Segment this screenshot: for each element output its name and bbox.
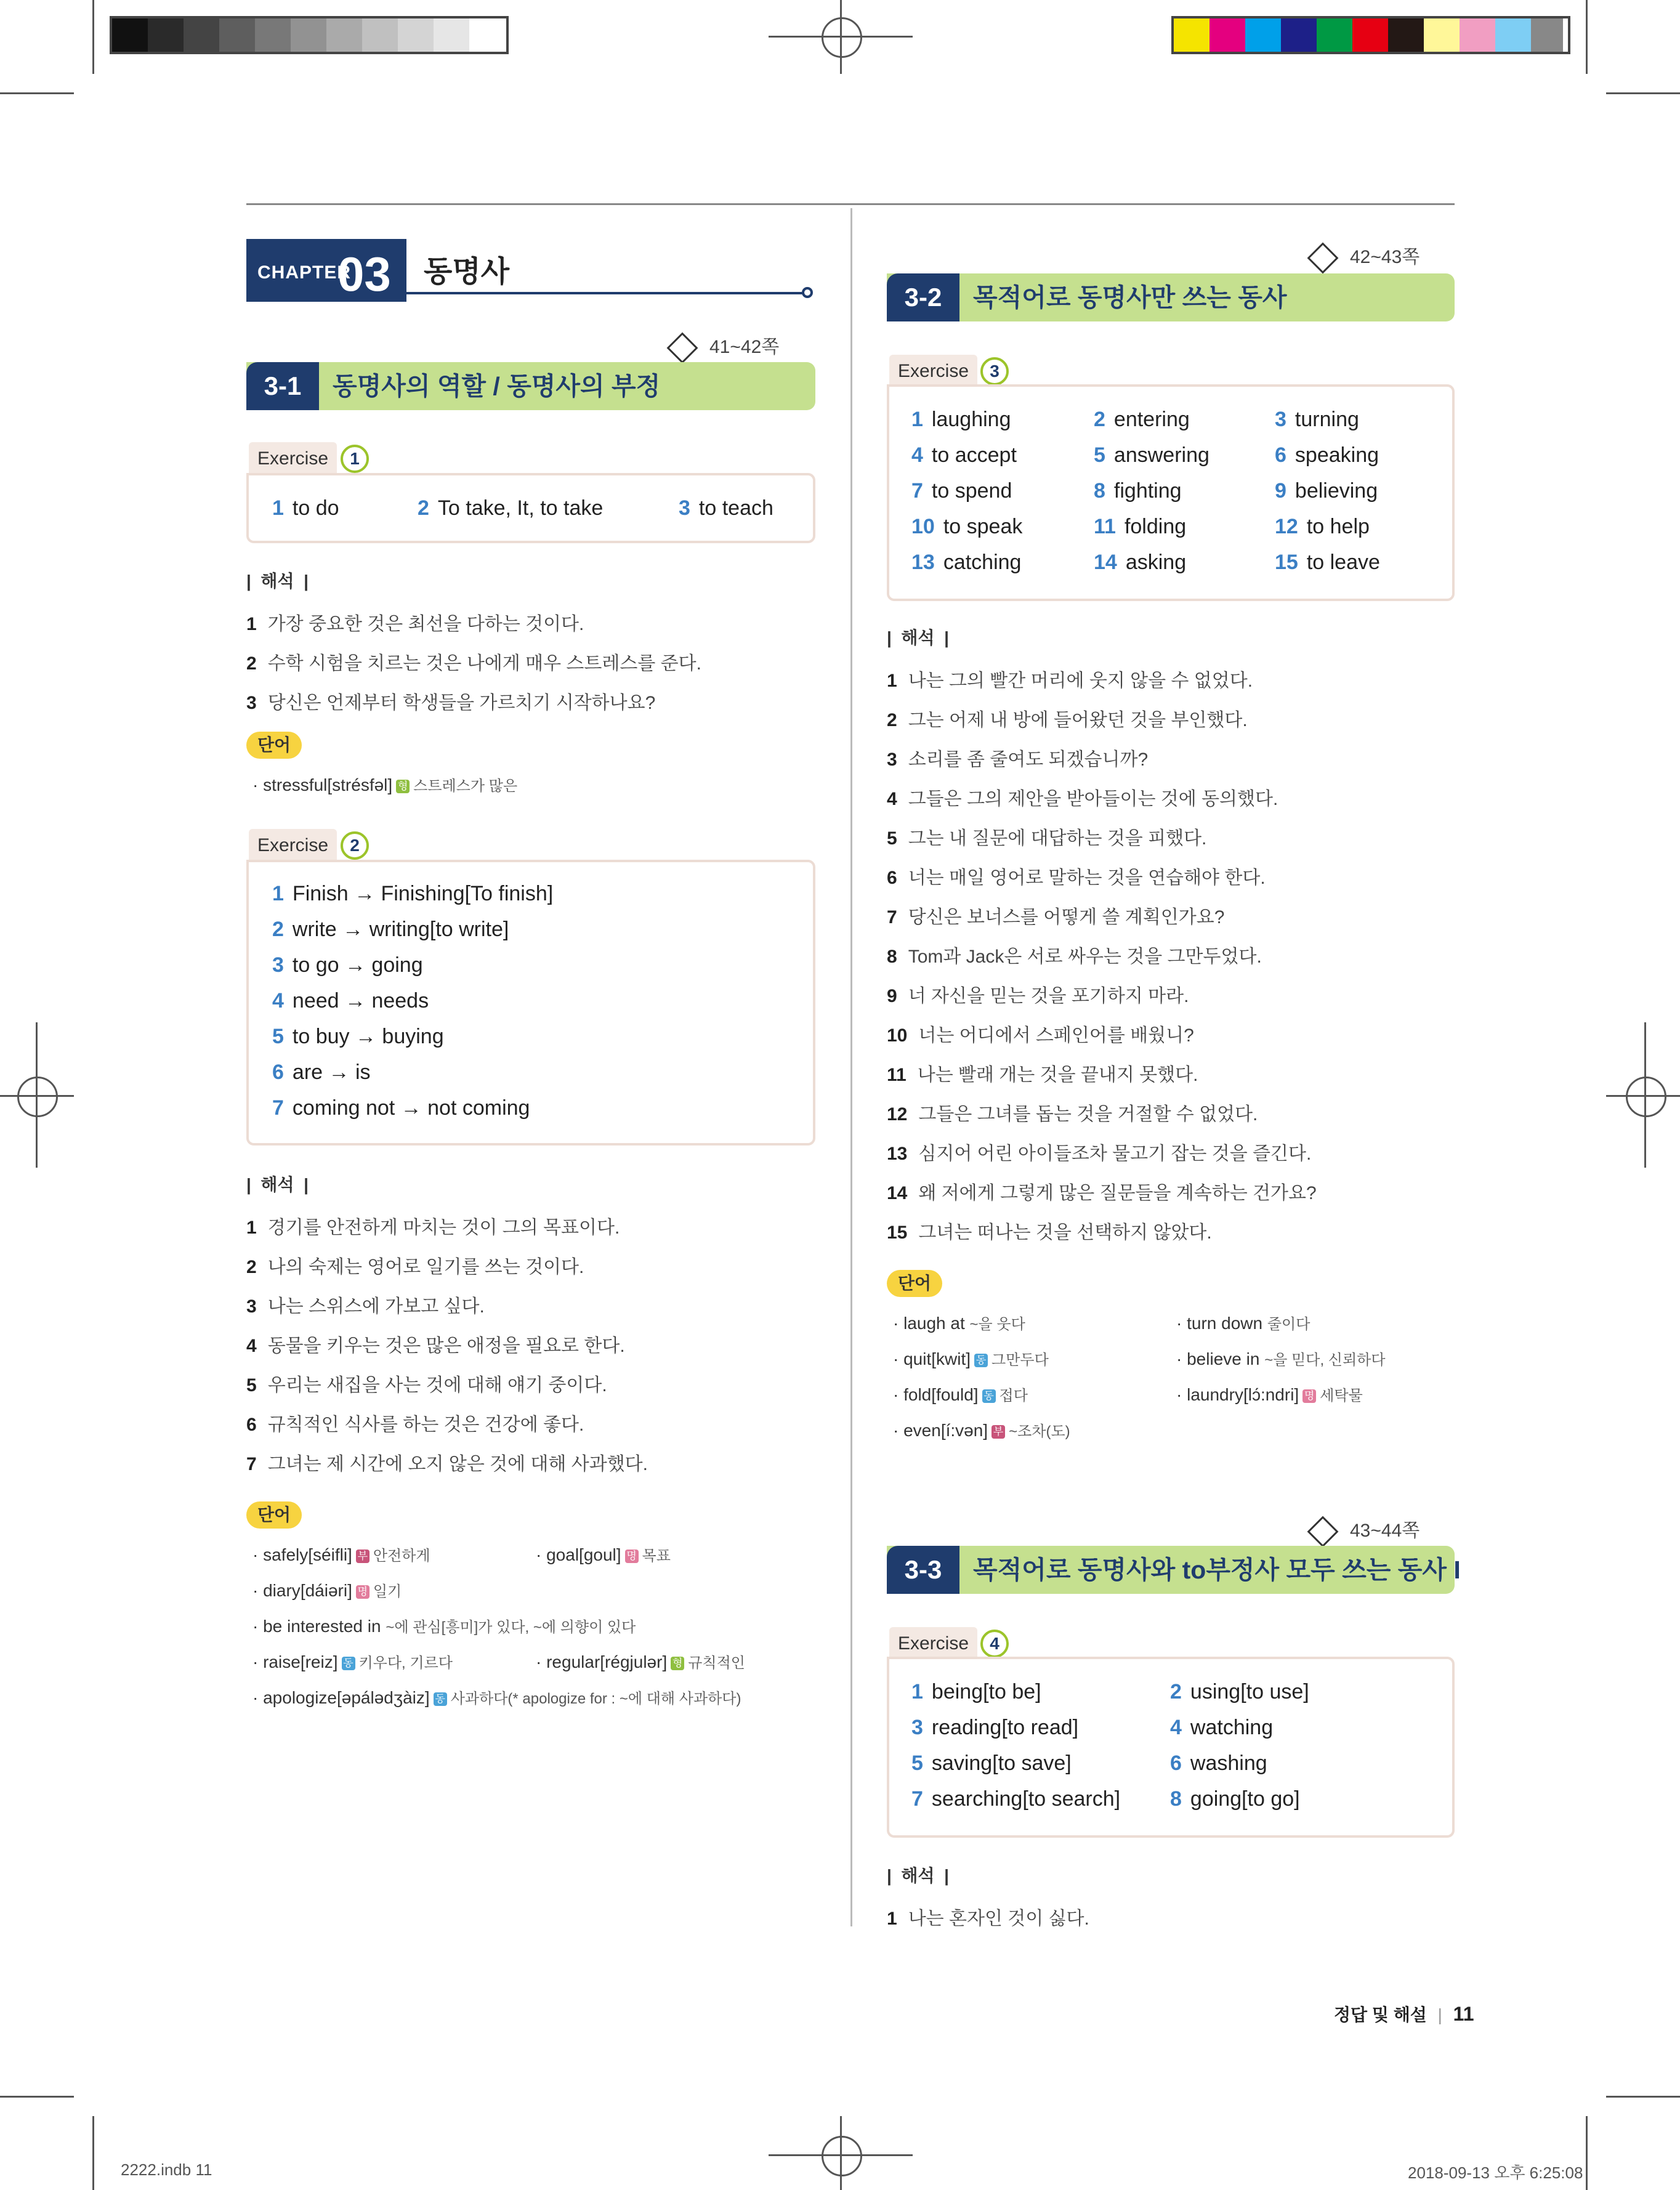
date-slug: 2018-09-13 오후 6:25:08 [1408, 2164, 1583, 2182]
translation-line: 14 왜 저에게 그렇게 많은 질문들을 계속하는 건가요? [887, 1183, 1317, 1203]
chapter-badge [246, 239, 406, 302]
chapter-underline-end [802, 287, 813, 298]
translation-line: 1 가장 중요한 것은 최선을 다하는 것이다. [246, 614, 584, 634]
answer-item: 11 folding [1094, 515, 1187, 538]
translation-line: 1 경기를 안전하게 마치는 것이 그의 목표이다. [246, 1218, 620, 1238]
answer-item: 7 to spend [911, 479, 1012, 503]
vocabulary-item: · even[í:vən] 부 ~조차(도) [893, 1421, 1070, 1440]
chapter-label: CHAPTER [257, 262, 352, 283]
translation-line: 3 당신은 언제부터 학생들을 가르치기 시작하나요? [246, 693, 656, 713]
page-number: 11 [1453, 2003, 1474, 2025]
translation-line: 9 너 자신을 믿는 것을 포기하지 마라. [887, 986, 1189, 1006]
vocabulary-badge: 단어 [246, 1501, 302, 1529]
translation-line: 1 나는 그의 빨간 머리에 웃지 않을 수 없었다. [887, 671, 1253, 691]
exercise-tab: Exercise [249, 442, 337, 475]
footer-label: 정답 및 해설 [1334, 2005, 1427, 2024]
translation-line: 6 규칙적인 식사를 하는 것은 건강에 좋다. [246, 1415, 584, 1435]
file-slug: 2222.indb 11 [121, 2160, 212, 2179]
translation-line: 7 당신은 보너스를 어떻게 쓸 계획인가요? [887, 907, 1225, 927]
vocabulary-item: · fold[fould] 동 접다 [893, 1385, 1028, 1404]
answer-item: 3 reading[to read] [911, 1716, 1079, 1739]
vocabulary-item: · laugh at ~을 웃다 [893, 1314, 1025, 1333]
exercise-number: 1 [341, 445, 369, 473]
answer-item: 5 saving[to save] [911, 1752, 1072, 1775]
vocabulary-item: · stressful[strésfəl] 형 스트레스가 많은 [252, 775, 518, 794]
exercise-tab: Exercise [889, 1627, 977, 1660]
section-title: 목적어로 동명사만 쓰는 동사 [973, 283, 1287, 312]
answer-item: 6 washing [1170, 1752, 1267, 1775]
vocabulary-item: · laundry[lɔ́:ndri] 명 세탁물 [1176, 1385, 1363, 1404]
translation-heading: | 해석 | [246, 572, 309, 591]
page-footer: 정답 및 해설 | 11 [1334, 2003, 1474, 2025]
answer-item: 14 asking [1094, 551, 1187, 574]
vocabulary-item: · believe in ~을 믿다, 신뢰하다 [1176, 1349, 1386, 1368]
answer-item: 10 to speak [911, 515, 1023, 538]
translation-line: 1 나는 혼자인 것이 싫다. [887, 1909, 1089, 1929]
translation-heading: | 해석 | [887, 628, 949, 647]
top-rule [246, 203, 1455, 205]
translation-heading: | 해석 | [246, 1175, 309, 1194]
section-number: 3-2 [887, 273, 959, 321]
translation-line: 10 너는 어디에서 스페인어를 배웠니? [887, 1025, 1194, 1046]
vocabulary-item: · safely[séifli] 부 안전하게 [252, 1545, 430, 1564]
section-header-3-1 [246, 362, 815, 410]
exercise-number: 4 [980, 1630, 1009, 1658]
answer-item: 15 to leave [1275, 551, 1380, 574]
translation-line: 3 소리를 좀 줄여도 되겠습니까? [887, 750, 1149, 770]
translation-line: 7 그녀는 제 시간에 오지 않은 것에 대해 사과했다. [246, 1454, 648, 1474]
chapter-number: 03 [337, 247, 391, 301]
page-reference: 43~44쪽 [1312, 1515, 1420, 1543]
translation-line: 13 심지어 어린 아이들조차 물고기 잡는 것을 즐긴다. [887, 1144, 1312, 1164]
column-divider [850, 208, 852, 1926]
answer-item: 4 to accept [911, 443, 1017, 467]
answer-item: 7 searching[to search] [911, 1787, 1121, 1811]
translation-line: 12 그들은 그녀를 돕는 것을 거절할 수 없었다. [887, 1104, 1258, 1125]
translation-heading: | 해석 | [887, 1866, 949, 1885]
translation-line: 8 Tom과 Jack은 서로 싸우는 것을 그만두었다. [887, 947, 1262, 967]
section-title: 목적어로 동명사와 to부정사 모두 쓰는 동사 I [973, 1556, 1461, 1584]
exercise-number: 2 [341, 831, 369, 860]
color-bar [1171, 16, 1570, 54]
answer-item: 1 to do [272, 496, 339, 520]
answer-item: 5 answering [1094, 443, 1210, 467]
exercise-number: 3 [980, 357, 1009, 386]
vocabulary-item: · be interested in ~에 관심[흥미]가 있다, ~에 의향이 있다 [252, 1617, 636, 1636]
answer-item: 1 laughing [911, 408, 1011, 431]
answer-item: 6 speaking [1275, 443, 1379, 467]
answer-item: 2 To take, It, to take [418, 496, 604, 520]
translation-line: 15 그녀는 떠나는 것을 선택하지 않았다. [887, 1222, 1212, 1243]
page-reference: 41~42쪽 [671, 331, 779, 359]
answer-item: 1 Finish → Finishing[To finish] [272, 882, 554, 905]
answer-item: 1 being[to be] [911, 1680, 1041, 1703]
translation-line: 2 그는 어제 내 방에 들어왔던 것을 부인했다. [887, 710, 1248, 730]
answer-item: 12 to help [1275, 515, 1370, 538]
answer-item: 8 fighting [1094, 479, 1182, 503]
answer-item: 4 watching [1170, 1716, 1274, 1739]
vocabulary-item: · apologize[əpálədʒàiz] 동 사과하다(* apologize for : ~에 대해 사과하다) [252, 1688, 741, 1707]
exercise-tab: Exercise [889, 355, 977, 388]
chapter-underline [406, 292, 807, 294]
translation-line: 6 너는 매일 영어로 말하는 것을 연습해야 한다. [887, 868, 1266, 888]
translation-line: 5 우리는 새집을 사는 것에 대해 얘기 중이다. [246, 1375, 607, 1396]
book-pencil-icon [1307, 1516, 1339, 1548]
translation-line: 4 동물을 키우는 것은 많은 애정을 필요로 한다. [246, 1336, 625, 1356]
answer-item: 2 write → writing[to write] [272, 918, 509, 941]
page-reference: 42~43쪽 [1312, 241, 1420, 269]
book-pencil-icon [1307, 243, 1339, 274]
vocabulary-item: · raise[reiz] 동 키우다, 기르다 [252, 1652, 453, 1671]
translation-line: 2 수학 시험을 치르는 것은 나에게 매우 스트레스를 준다. [246, 653, 701, 674]
answer-item: 3 to teach [679, 496, 773, 520]
vocabulary-item: · quit[kwit] 동 그만두다 [893, 1349, 1049, 1368]
answer-item: 13 catching [911, 551, 1022, 574]
book-pencil-icon [667, 333, 698, 364]
translation-line: 2 나의 숙제는 영어로 일기를 쓰는 것이다. [246, 1257, 584, 1277]
answer-item: 5 to buy → buying [272, 1025, 444, 1048]
section-number: 3-3 [887, 1546, 959, 1594]
answer-item: 6 are → is [272, 1061, 371, 1084]
grayscale-bar [110, 16, 509, 54]
translation-line: 3 나는 스위스에 가보고 싶다. [246, 1296, 485, 1317]
vocabulary-badge: 단어 [246, 732, 302, 759]
vocabulary-badge: 단어 [887, 1270, 942, 1297]
translation-line: 4 그들은 그의 제안을 받아들이는 것에 동의했다. [887, 789, 1278, 809]
answer-item: 3 to go → going [272, 953, 423, 977]
chapter-title: 동명사 [424, 256, 510, 288]
vocabulary-item: · turn down 줄이다 [1176, 1314, 1310, 1333]
section-title: 동명사의 역할 / 동명사의 부정 [333, 372, 661, 400]
answer-item: 3 turning [1275, 408, 1359, 431]
section-header-3-2 [887, 273, 1455, 321]
answer-item: 8 going[to go] [1170, 1787, 1300, 1811]
answer-item: 4 need → needs [272, 989, 429, 1012]
answer-item: 9 believing [1275, 479, 1378, 503]
vocabulary-item: · diary[dáiəri] 명 일기 [252, 1581, 402, 1600]
vocabulary-item: · goal[goul] 명 목표 [536, 1545, 671, 1564]
answer-item: 2 entering [1094, 408, 1190, 431]
vocabulary-item: · regular[régjulər] 형 규칙적인 [536, 1652, 745, 1671]
exercise-tab: Exercise [249, 829, 337, 862]
answer-item: 7 coming not → not coming [272, 1096, 530, 1120]
section-number: 3-1 [246, 362, 319, 410]
translation-line: 11 나는 빨래 개는 것을 끝내지 못했다. [887, 1065, 1198, 1085]
answer-item: 2 using[to use] [1170, 1680, 1309, 1703]
translation-line: 5 그는 내 질문에 대답하는 것을 피했다. [887, 828, 1207, 849]
section-header-3-3 [887, 1546, 1461, 1594]
